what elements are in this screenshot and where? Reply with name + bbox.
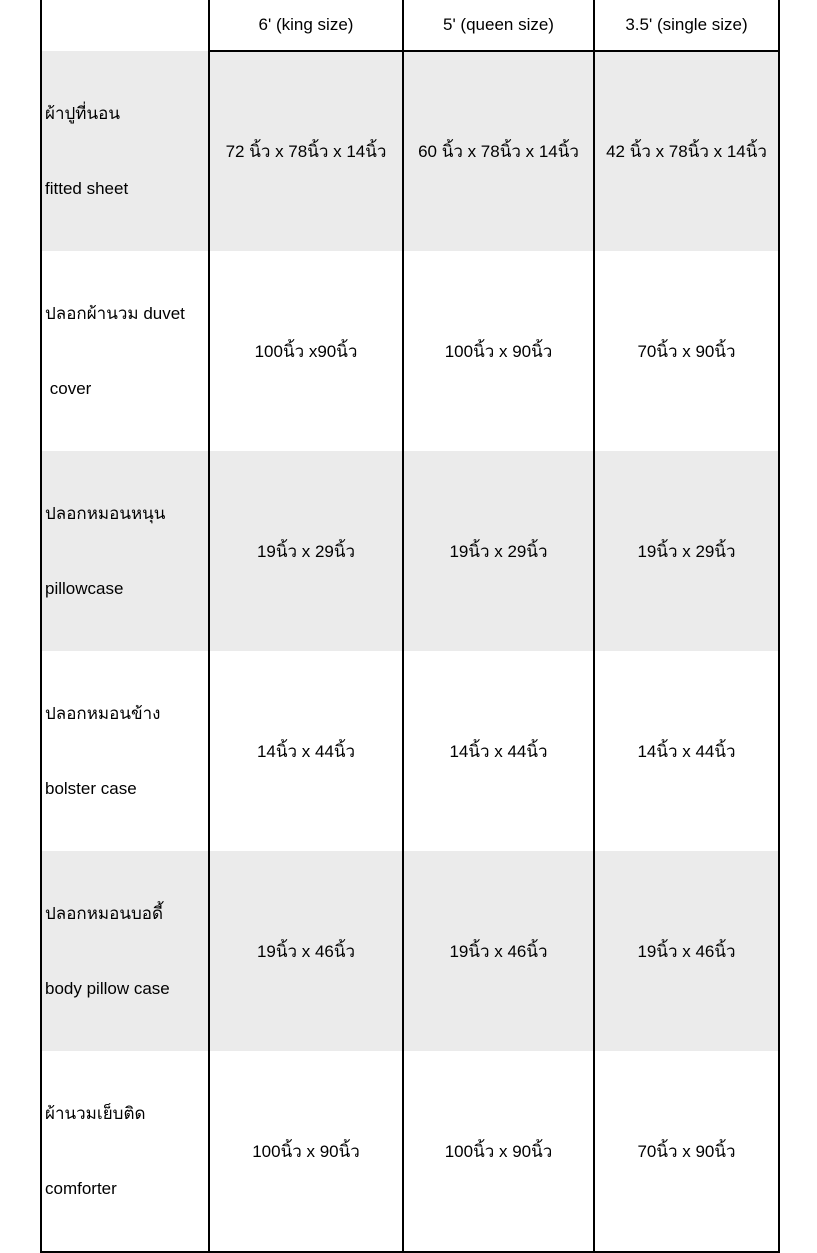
row-label-thai: ปลอกหมอนข้าง: [45, 704, 161, 723]
table-row-body-pillow-case: [41, 851, 779, 1051]
row-label: [41, 1051, 209, 1252]
size-cell: 19นิ้ว x 46นิ้ว: [209, 851, 403, 1051]
row-label-thai: ผ้าปูที่นอน: [45, 104, 120, 123]
size-cell: 19นิ้ว x 29นิ้ว: [594, 451, 779, 651]
row-label-english: body pillow case: [45, 979, 170, 998]
row-label-thai: ปลอกหมอนหนุน: [45, 504, 166, 523]
row-label: [41, 451, 209, 651]
size-cell: 100นิ้ว x 90นิ้ว: [209, 1051, 403, 1252]
row-label: [41, 851, 209, 1051]
header-corner-cell: [41, 0, 209, 51]
size-cell: 19นิ้ว x 46นิ้ว: [403, 851, 594, 1051]
size-cell: 100นิ้ว x 90นิ้ว: [403, 251, 594, 451]
row-label-english: fitted sheet: [45, 179, 129, 198]
size-cell: 19นิ้ว x 29นิ้ว: [209, 451, 403, 651]
size-cell: 70นิ้ว x 90นิ้ว: [594, 251, 779, 451]
header-row: [41, 0, 779, 51]
size-cell: 100นิ้ว x 90นิ้ว: [403, 1051, 594, 1252]
row-label-english: pillowcase: [45, 579, 124, 598]
header-queen-size: 5' (queen size): [403, 0, 594, 51]
size-cell: 70นิ้ว x 90นิ้ว: [594, 1051, 779, 1252]
row-label-thai: ปลอกหมอนบอดี้: [45, 904, 163, 923]
table-row-comforter: [41, 1051, 779, 1252]
size-cell: 19นิ้ว x 29นิ้ว: [403, 451, 594, 651]
size-cell: 100นิ้ว x90นิ้ว: [209, 251, 403, 451]
size-cell: 14นิ้ว x 44นิ้ว: [209, 651, 403, 851]
row-label-thai: ผ้านวมเย็บติด: [45, 1104, 146, 1123]
header-single-size: 3.5' (single size): [594, 0, 779, 51]
header-king-size: 6' (king size): [209, 0, 403, 51]
size-cell: 72 นิ้ว x 78นิ้ว x 14นิ้ว: [209, 51, 403, 251]
row-label: [41, 651, 209, 851]
bedding-size-table: [40, 0, 780, 1253]
table-row-pillowcase: [41, 451, 779, 651]
row-label-english: comforter: [45, 1179, 117, 1198]
size-cell: 42 นิ้ว x 78นิ้ว x 14นิ้ว: [594, 51, 779, 251]
row-label: [41, 251, 209, 451]
row-label-english: bolster case: [45, 779, 137, 798]
row-label-thai: ปลอกผ้านวม duvet: [45, 304, 185, 323]
size-cell: 14นิ้ว x 44นิ้ว: [403, 651, 594, 851]
size-cell: 19นิ้ว x 46นิ้ว: [594, 851, 779, 1051]
size-cell: 60 นิ้ว x 78นิ้ว x 14นิ้ว: [403, 51, 594, 251]
size-cell: 14นิ้ว x 44นิ้ว: [594, 651, 779, 851]
row-label: [41, 51, 209, 251]
table-row-duvet-cover: [41, 251, 779, 451]
row-label-english: cover: [45, 379, 92, 398]
table-row-fitted-sheet: [41, 51, 779, 251]
table-row-bolster-case: [41, 651, 779, 851]
